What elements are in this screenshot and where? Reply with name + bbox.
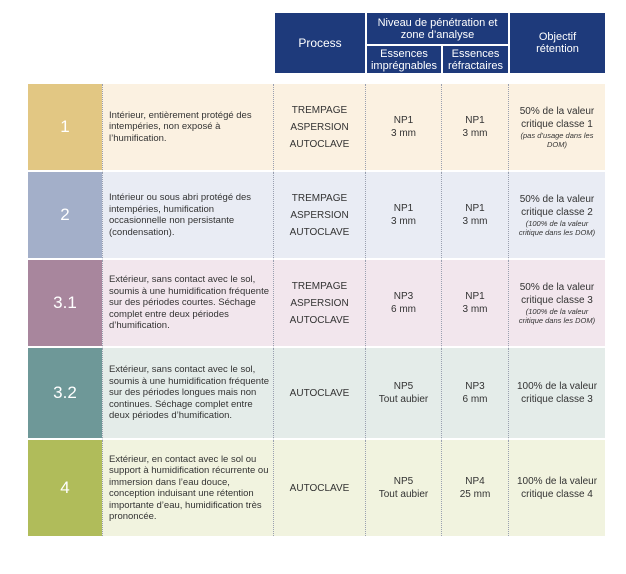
class-number: 1	[28, 84, 102, 172]
process-item: ASPERSION	[290, 297, 349, 309]
refractory-value: 3 mm	[462, 128, 488, 139]
impregnable-value: 3 mm	[391, 128, 416, 139]
header-objective: Objectif rétention	[508, 13, 605, 73]
table-row	[28, 84, 605, 172]
objective-text: 50% de la valeur critique classe 3	[519, 282, 595, 306]
process-item: ASPERSION	[290, 121, 349, 133]
header-process: Process	[273, 13, 365, 73]
impregnable-value: NP5	[393, 476, 414, 487]
class-description: Extérieur, sans contact avec le sol, soumis à une humidification fréquente sur des périodes courtes. Séchage complet entre deux périodes d’humification.	[102, 260, 273, 348]
impregnable-value: Tout aubier	[378, 394, 429, 405]
process-item: AUTOCLAVE	[289, 138, 350, 150]
refractory-level	[441, 172, 508, 260]
objective-text: 50% de la valeur critique classe 2	[519, 194, 595, 218]
process-item: AUTOCLAVE	[289, 226, 350, 238]
process-item: TREMPAGE	[291, 192, 348, 204]
refractory-value: 3 mm	[462, 216, 488, 227]
objective-text: 100% de la valeur critique classe 3	[516, 381, 598, 405]
class-number: 3.2	[28, 348, 102, 440]
table-row	[28, 440, 605, 536]
impregnable-value: Tout aubier	[378, 489, 429, 500]
process-item: AUTOCLAVE	[289, 482, 350, 494]
header-impregnable: Essences imprégnables	[365, 44, 441, 73]
class-description: Extérieur, sans contact avec le sol, soumis à une humidification fréquente sur des périodes longues mais non continues. Séchage complet entre deux périodes d’humification.	[102, 348, 273, 440]
refractory-value: NP1	[465, 203, 485, 214]
process-list	[273, 84, 365, 172]
class-description: Intérieur, entièrement protégé des intempéries, non exposé à l’humification.	[102, 84, 273, 172]
header-penetration: Niveau de pénétration et zone d’analyse	[365, 13, 508, 44]
refractory-value: NP1	[465, 115, 485, 126]
refractory-value: NP3	[465, 381, 485, 392]
impregnable-level	[365, 260, 441, 348]
process-item: TREMPAGE	[291, 280, 348, 292]
objective-text: 100% de la valeur critique classe 4	[516, 476, 598, 500]
impregnable-value: NP3	[393, 291, 414, 302]
objective	[508, 260, 605, 348]
impregnable-level	[365, 84, 441, 172]
process-list	[273, 260, 365, 348]
objective-note: (100% de la valeur critique dans les DOM)	[518, 307, 596, 325]
objective	[508, 440, 605, 536]
objective-text: 50% de la valeur critique classe 1	[519, 106, 595, 130]
impregnable-value: NP5	[393, 381, 414, 392]
impregnable-value: 3 mm	[391, 216, 416, 227]
process-item: AUTOCLAVE	[289, 387, 350, 399]
refractory-value: NP1	[465, 291, 485, 302]
class-number: 3.1	[28, 260, 102, 348]
use-class-table	[28, 13, 605, 536]
objective-note: (100% de la valeur critique dans les DOM)	[518, 219, 596, 237]
objective	[508, 348, 605, 440]
objective	[508, 84, 605, 172]
objective	[508, 172, 605, 260]
refractory-value: 6 mm	[462, 394, 488, 405]
class-description: Intérieur ou sous abri protégé des intempéries, humification occasionnelle non persistante (condensation).	[102, 172, 273, 260]
impregnable-level	[365, 172, 441, 260]
impregnable-level	[365, 440, 441, 536]
objective-note: (pas d’usage dans les DOM)	[520, 131, 594, 149]
impregnable-value: 6 mm	[391, 304, 416, 315]
process-list	[273, 440, 365, 536]
refractory-level	[441, 440, 508, 536]
table-row	[28, 172, 605, 260]
header-blank	[102, 13, 273, 44]
table-row	[28, 348, 605, 440]
process-list	[273, 172, 365, 260]
impregnable-value: NP1	[393, 203, 414, 214]
refractory-value: 25 mm	[459, 489, 491, 500]
refractory-value: NP4	[465, 476, 485, 487]
process-item: TREMPAGE	[291, 104, 348, 116]
refractory-level	[441, 348, 508, 440]
impregnable-value: NP1	[393, 115, 414, 126]
class-number: 4	[28, 440, 102, 536]
process-list	[273, 348, 365, 440]
refractory-level	[441, 260, 508, 348]
impregnable-level	[365, 348, 441, 440]
refractory-level	[441, 84, 508, 172]
process-item: ASPERSION	[290, 209, 349, 221]
process-item: AUTOCLAVE	[289, 314, 350, 326]
table-row	[28, 260, 605, 348]
class-description: Extérieur, en contact avec le sol ou support à humidification récurrente ou immersion dans l’eau douce, conception induisant une rétention importante d’eau, humidification très prononcée.	[102, 440, 273, 536]
refractory-value: 3 mm	[462, 304, 488, 315]
header-blank	[28, 13, 102, 44]
class-number: 2	[28, 172, 102, 260]
header-refractory: Essences réfractaires	[441, 44, 508, 73]
